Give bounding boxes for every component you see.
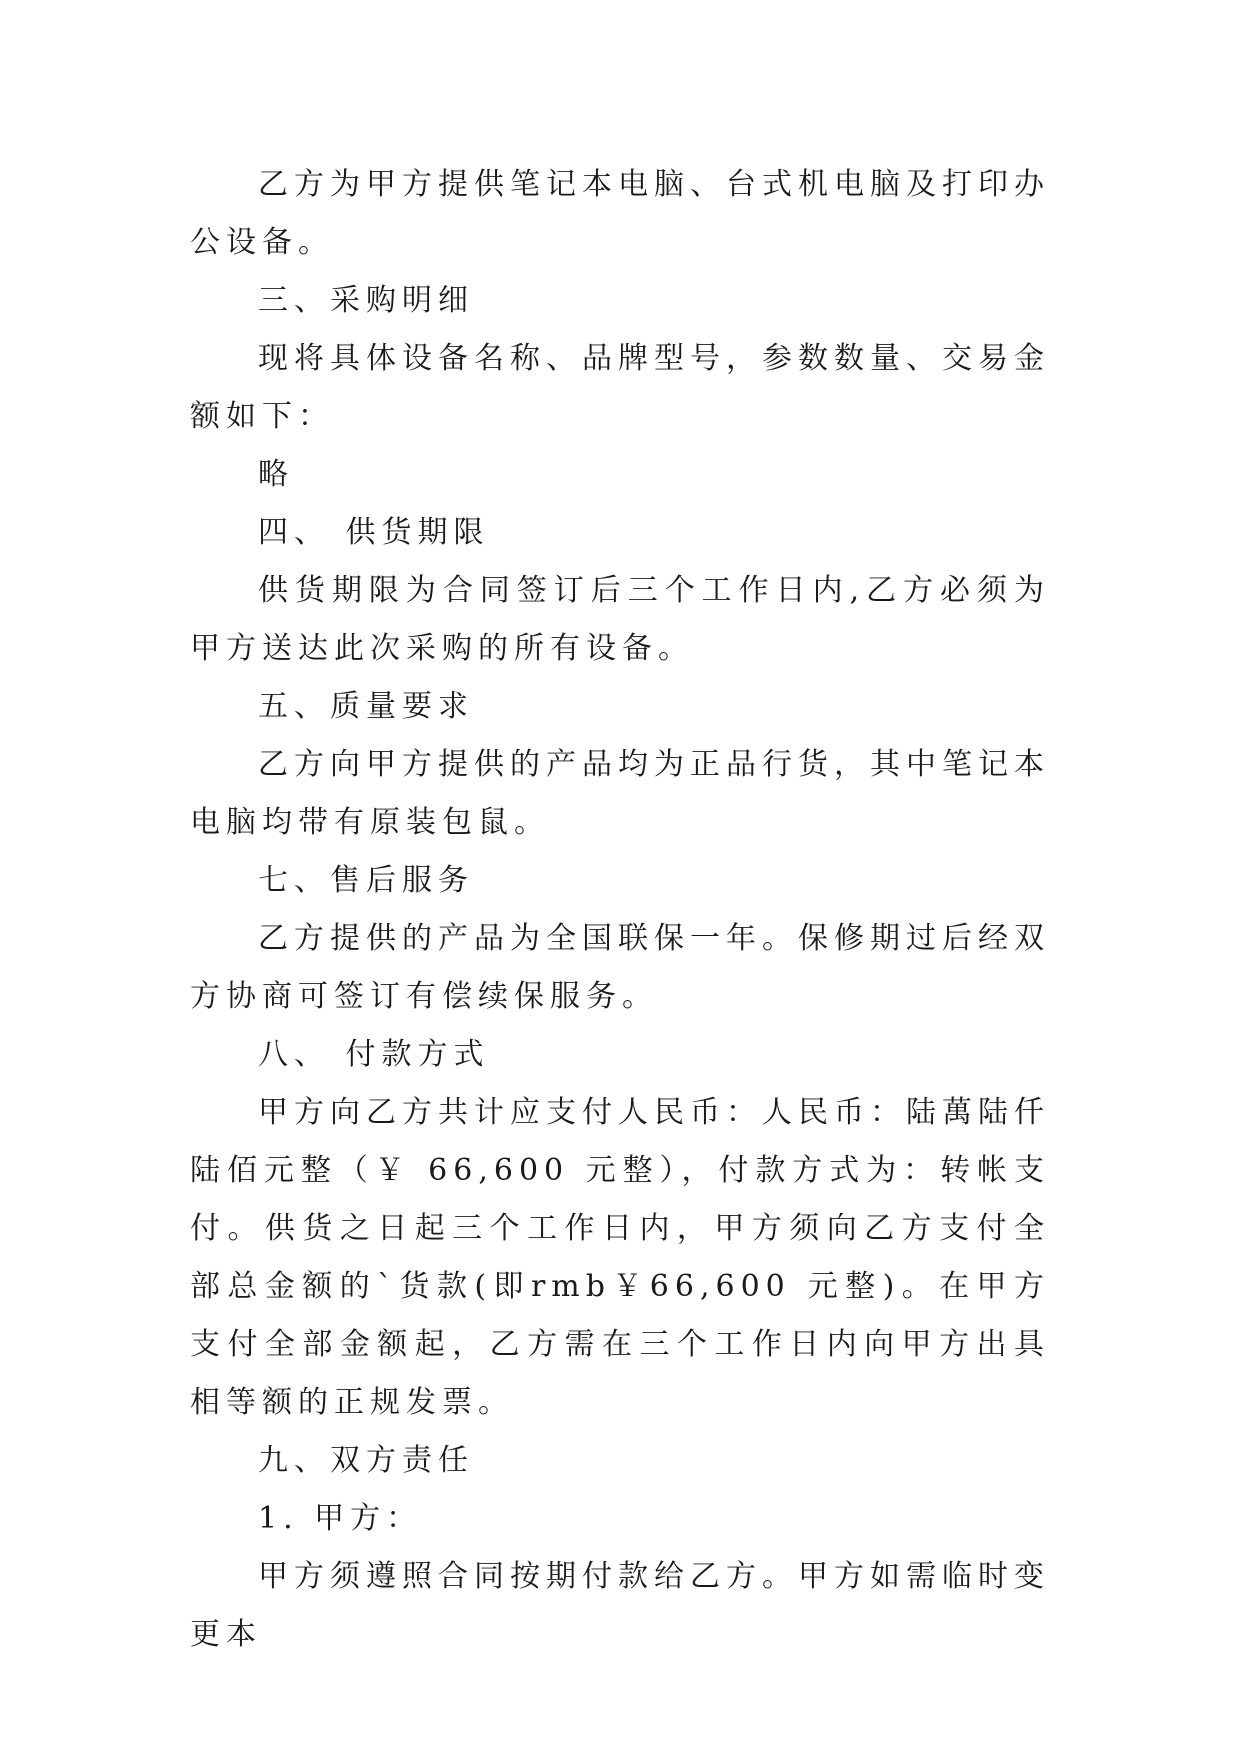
heading-supply-period: 四、 供货期限 xyxy=(258,515,490,550)
heading-after-sales: 七、售后服务 xyxy=(258,863,474,898)
paragraph-after-sales: 乙方提供的产品为全国联保一年。保修期过后经双方协商可签订有偿续保服务。 xyxy=(190,921,1050,1014)
subheading-party-a: 1. 甲方： xyxy=(258,1501,423,1536)
heading-responsibilities: 九、双方责任 xyxy=(258,1443,474,1478)
paragraph-payment-method: 甲方向乙方共计应支付人民币：人民币：陆萬陆仟陆佰元整（￥ 66,600 元整），付款方式为：转帐支付。供货之日起三个工作日内，甲方须向乙方支付全部总金额的`货款(即rmb￥66,600 元整)。在甲方支付全部金额起，乙方需在三个工作日内向甲方出具相等额的正规发票。 xyxy=(190,1095,1050,1420)
paragraph-party-a-duty: 甲方须遵照合同按期付款给乙方。甲方如需临时变更本 xyxy=(190,1559,1050,1652)
heading-quality-requirements: 五、质量要求 xyxy=(258,689,474,724)
paragraph-supply-period: 供货期限为合同签订后三个工作日内,乙方必须为甲方送达此次采购的所有设备。 xyxy=(190,573,1050,666)
document-body xyxy=(190,156,1050,1664)
paragraph-purchase-intro: 现将具体设备名称、品牌型号，参数数量、交易金额如下： xyxy=(190,341,1050,434)
paragraph-quality-requirements: 乙方向甲方提供的产品均为正品行货，其中笔记本电脑均带有原装包鼠。 xyxy=(190,747,1050,840)
heading-payment-method: 八、 付款方式 xyxy=(258,1037,490,1072)
paragraph-supply-scope: 乙方为甲方提供笔记本电脑、台式机电脑及打印办公设备。 xyxy=(190,167,1050,260)
heading-purchase-details: 三、采购明细 xyxy=(258,283,474,318)
paragraph-omitted: 略 xyxy=(258,457,294,492)
